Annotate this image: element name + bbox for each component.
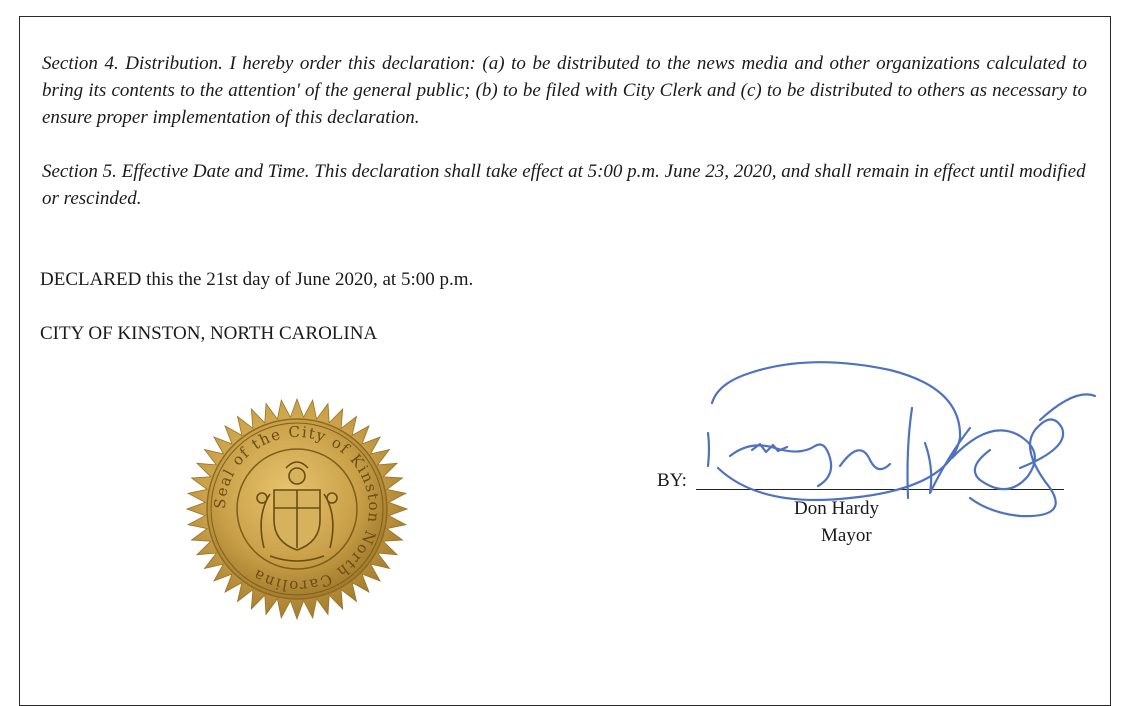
declared-date-line: DECLARED this the 21st day of June 2020, at 5:00 p.m. [40, 269, 474, 290]
signature-line [696, 489, 1064, 490]
city-seal-icon [186, 398, 408, 620]
seal-ring-text: Seal of the City of Kinston North Carolina [210, 422, 384, 596]
city-name-line: CITY OF KINSTON, NORTH CAROLINA [40, 323, 378, 344]
section-4-paragraph: Section 4. Distribution. I hereby order this declaration: (a) to be distributed to the news media and other organizations calculated to bring its contents to the attention' of the general public; (b) to be filed with City Clerk and (c) to be distributed to others as necessary to ensure proper implementation of this declaration. [42, 53, 1087, 128]
by-label: BY: [657, 470, 687, 491]
signer-name: Don Hardy [794, 498, 879, 519]
section-5-paragraph: Section 5. Effective Date and Time. This declaration shall take effect at 5:00 p.m. June 23, 2020, and shall remain in effect until modified or rescinded. [42, 161, 1086, 209]
signer-title: Mayor [821, 525, 872, 546]
